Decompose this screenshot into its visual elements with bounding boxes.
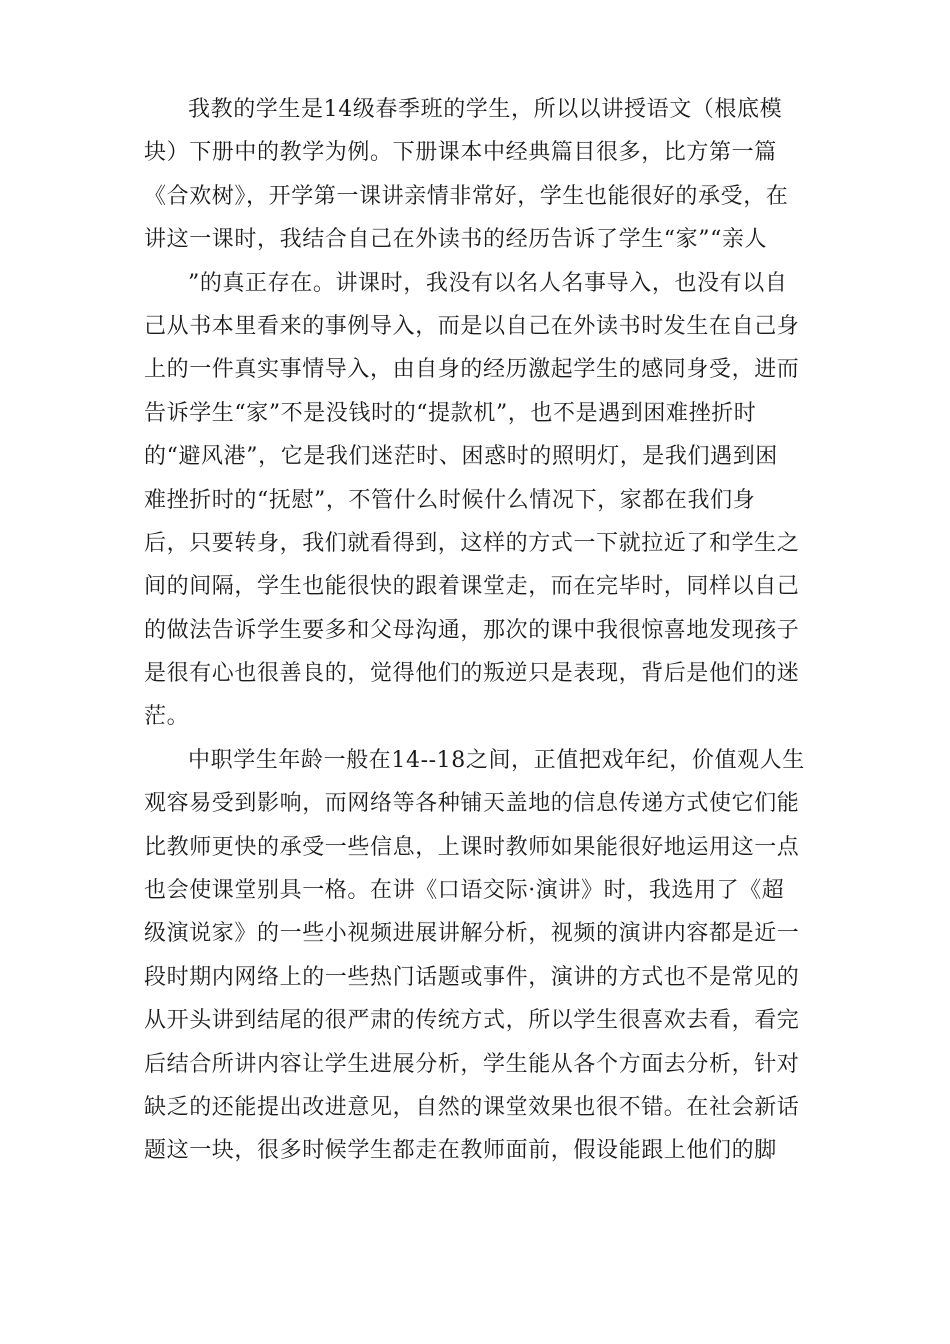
document-body bbox=[144, 88, 814, 1173]
text-line: 的“避风港”，它是我们迷茫时、困惑时的照明灯，是我们遇到困 bbox=[144, 444, 778, 470]
text-line: 级演说家》的一些小视频进展讲解分析，视频的演讲内容都是近一 bbox=[144, 921, 800, 947]
text-line: 也会使课堂别具一格。在讲《口语交际·演讲》时，我选用了《超 bbox=[144, 878, 785, 904]
text-line: 观容易受到影响，而网络等各种铺天盖地的信息传递方式使它们能 bbox=[144, 791, 800, 817]
text-line: 中职学生年龄一般在14--18之间，正值把戏年纪，价值观人生 bbox=[188, 747, 805, 773]
text-line: ”的真正存在。讲课时，我没有以名人名事导入，也没有以自 bbox=[188, 270, 788, 296]
text-line: 段时期内网络上的一些热门话题或事件，演讲的方式也不是常见的 bbox=[144, 964, 800, 990]
text-line: 后，只要转身，我们就看得到，这样的方式一下就拉近了和学生之 bbox=[144, 530, 800, 556]
text-line: 我教的学生是14级春季班的学生，所以以讲授语文（根底模 bbox=[188, 97, 783, 122]
text-line: 缺乏的还能提出改进意见，自然的课堂效果也很不错。在社会新话 bbox=[144, 1094, 800, 1120]
text-line: 间的间隔，学生也能很快的跟着课堂走，而在完毕时，同样以自己 bbox=[144, 574, 800, 600]
text-line: 的做法告诉学生要多和父母沟通，那次的课中我很惊喜地发现孩子 bbox=[144, 617, 800, 643]
text-line: 茫。 bbox=[144, 704, 190, 730]
text-line: 《合欢树》，开学第一课讲亲情非常好，学生也能很好的承受，在 bbox=[144, 183, 789, 209]
text-line: 上的一件真实事情导入，由自身的经历激起学生的感同身受，进而 bbox=[144, 357, 800, 383]
text-line: 告诉学生“家”不是没钱时的“提款机”，也不是遇到困难挫折时 bbox=[144, 400, 757, 426]
text-line: 己从书本里看来的事例导入，而是以自己在外读书时发生在自己身 bbox=[144, 313, 800, 339]
text-line: 题这一块，很多时候学生都走在教师面前，假设能跟上他们的脚 bbox=[144, 1138, 777, 1164]
text-line: 是很有心也很善良的，觉得他们的叛逆只是表现，背后是他们的迷 bbox=[144, 661, 800, 687]
text-line: 后结合所讲内容让学生进展分析，学生能从各个方面去分析，针对 bbox=[144, 1051, 800, 1077]
text-line: 从开头讲到结尾的很严肃的传统方式，所以学生很喜欢去看，看完 bbox=[144, 1008, 800, 1034]
text-line: 难挫折时的“抚慰”，不管什么时候什么情况下，家都在我们身 bbox=[144, 487, 756, 513]
text-line: 块）下册中的教学为例。下册课本中经典篇目很多，比方第一篇 bbox=[144, 140, 777, 166]
text-line: 比教师更快的承受一些信息，上课时教师如果能很好地运用这一点 bbox=[144, 834, 800, 860]
text-line: 讲这一课时，我结合自己在外读书的经历告诉了学生“家”“亲人 bbox=[144, 227, 768, 253]
